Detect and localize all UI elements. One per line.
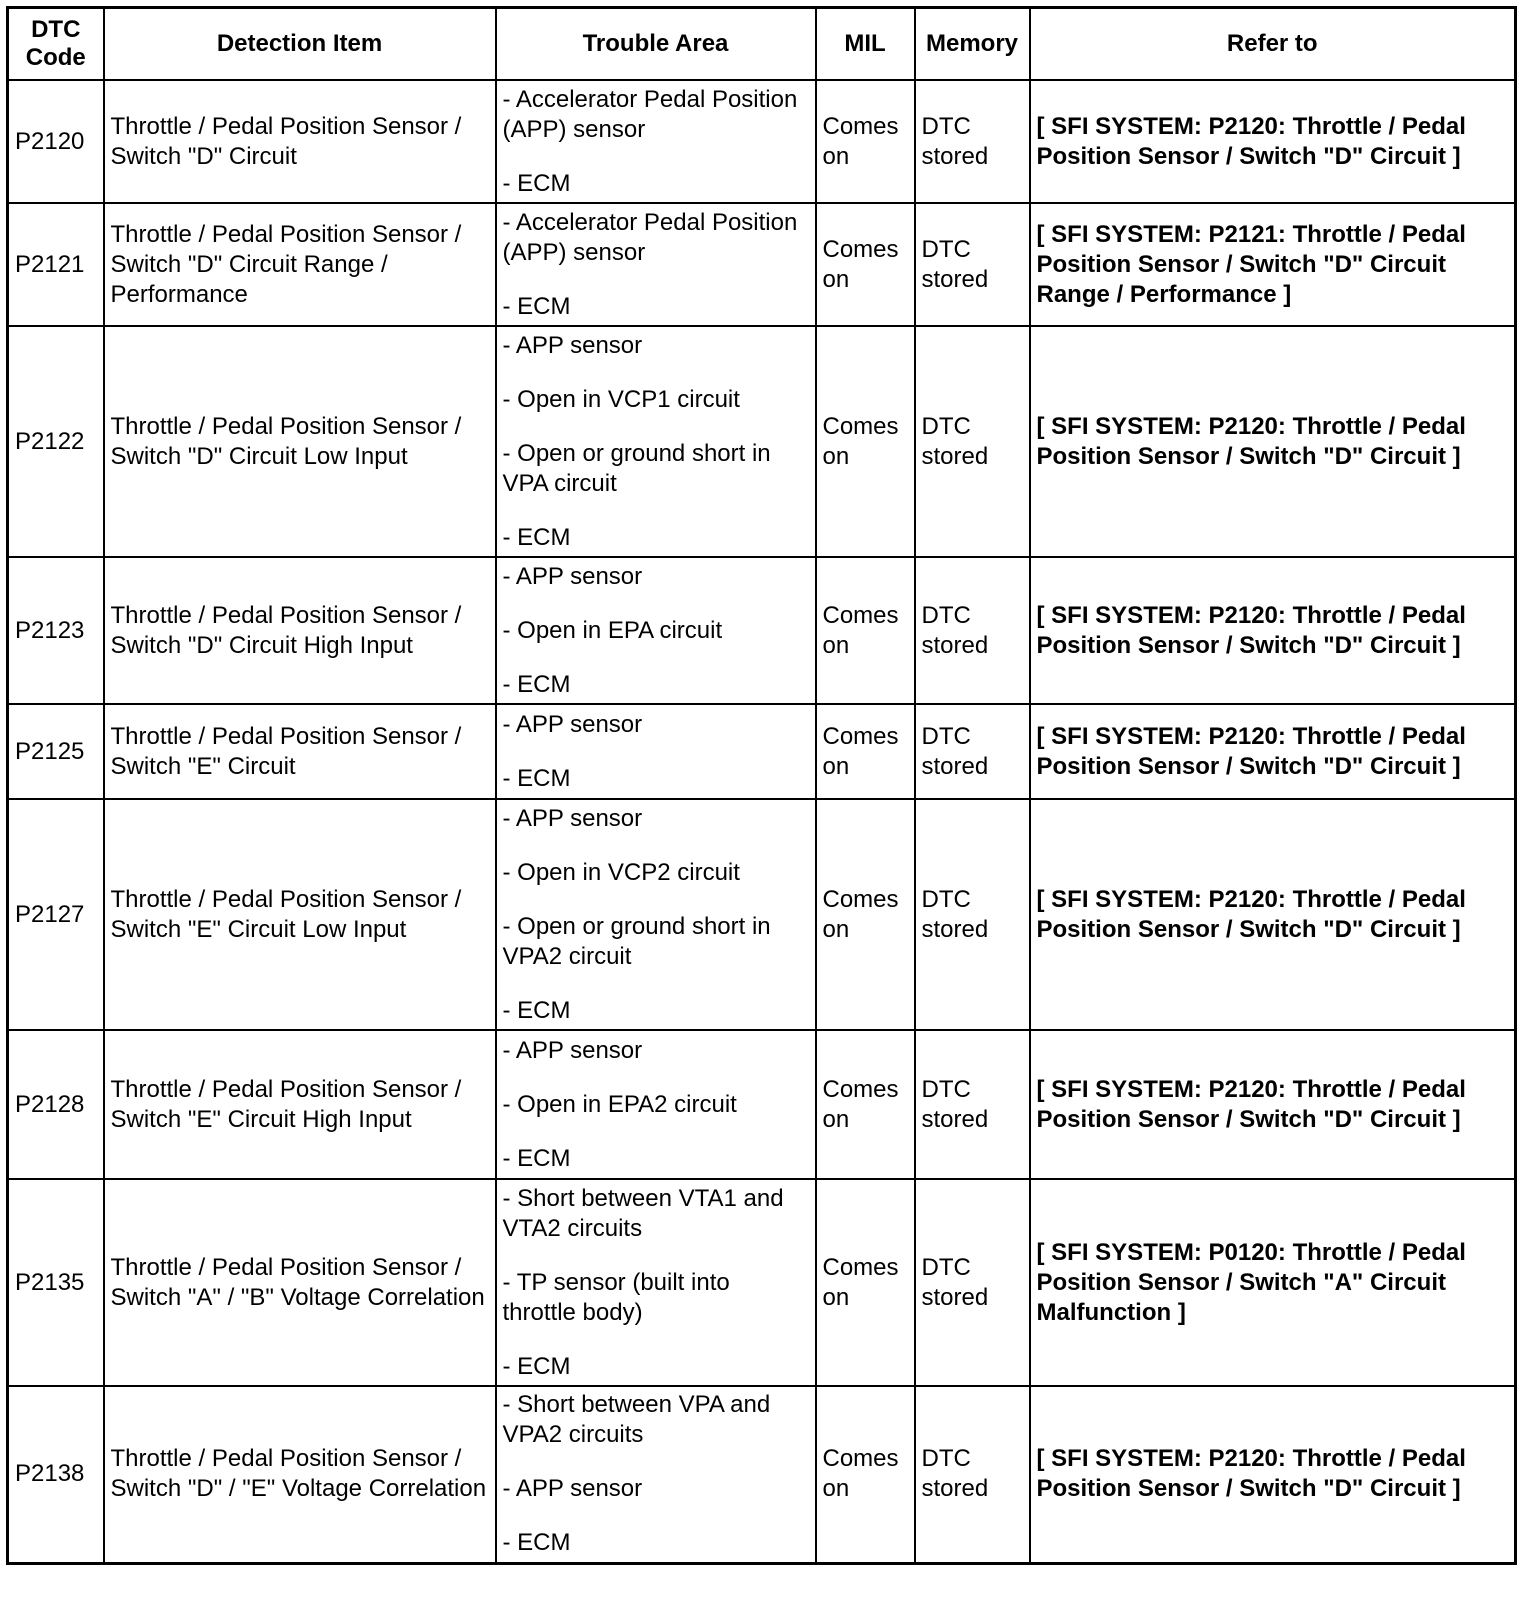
dtc-code-cell: P2135 [8,1179,104,1386]
memory-cell: DTC stored [915,203,1030,326]
trouble-area-cell [496,203,816,326]
refer-to-cell: [ SFI SYSTEM: P2120: Throttle / Pedal Position Sensor / Switch "D" Circuit ] [1030,704,1516,799]
dtc-code-cell: P2123 [8,557,104,704]
trouble-area-line: - APP sensor [502,804,643,832]
trouble-area-line: - ECM [502,1352,571,1380]
mil-cell: Comes on [816,326,915,557]
header-refer-to: Refer to [1030,8,1516,81]
trouble-area-cell [496,1386,816,1563]
refer-to-cell: [ SFI SYSTEM: P2120: Throttle / Pedal Position Sensor / Switch "D" Circuit ] [1030,799,1516,1030]
trouble-area-line: - Short between VTA1 and VTA2 circuits [502,1184,784,1242]
mil-cell: Comes on [816,203,915,326]
trouble-area-line: - Open in EPA2 circuit [502,1090,737,1118]
dtc-code-cell: P2128 [8,1030,104,1179]
table-body [8,80,1516,1563]
table-row [8,557,1516,704]
dtc-code-cell: P2122 [8,326,104,557]
detection-item-cell: Throttle / Pedal Position Sensor / Switch "D" Circuit High Input [104,557,496,704]
memory-cell: DTC stored [915,799,1030,1030]
trouble-area-line: - APP sensor [502,331,643,359]
dtc-code-cell: P2121 [8,203,104,326]
table-row [8,1030,1516,1179]
refer-to-cell: [ SFI SYSTEM: P2120: Throttle / Pedal Position Sensor / Switch "D" Circuit ] [1030,1030,1516,1179]
trouble-area-line: - APP sensor [502,710,643,738]
dtc-code-cell: P2120 [8,80,104,203]
memory-cell: DTC stored [915,1386,1030,1563]
trouble-area-line: - ECM [502,523,571,551]
refer-to-cell: [ SFI SYSTEM: P2120: Throttle / Pedal Position Sensor / Switch "D" Circuit ] [1030,80,1516,203]
detection-item-cell: Throttle / Pedal Position Sensor / Switch "E" Circuit [104,704,496,799]
trouble-area-line: - TP sensor (built into throttle body) [502,1268,730,1326]
trouble-area-cell [496,1179,816,1386]
trouble-area-cell [496,557,816,704]
dtc-code-cell: P2138 [8,1386,104,1563]
mil-cell: Comes on [816,704,915,799]
refer-to-cell: [ SFI SYSTEM: P2120: Throttle / Pedal Position Sensor / Switch "D" Circuit ] [1030,1386,1516,1563]
dtc-table [6,6,1517,1565]
header-memory: Memory [915,8,1030,81]
trouble-area-line: - Open or ground short in VPA circuit [502,439,771,497]
detection-item-cell: Throttle / Pedal Position Sensor / Switch "D" / "E" Voltage Correlation [104,1386,496,1563]
header-code: DTC Code [8,8,104,81]
trouble-area-line: - ECM [502,292,571,320]
memory-cell: DTC stored [915,1030,1030,1179]
trouble-area-line: - APP sensor [502,1475,643,1503]
mil-cell: Comes on [816,80,915,203]
table-row [8,80,1516,203]
header-detection-item: Detection Item [104,8,496,81]
trouble-area-line: - Open in VCP2 circuit [502,858,740,886]
memory-cell: DTC stored [915,1179,1030,1386]
memory-cell: DTC stored [915,80,1030,203]
refer-to-cell: [ SFI SYSTEM: P2121: Throttle / Pedal Position Sensor / Switch "D" Circuit Range / Performance ] [1030,203,1516,326]
trouble-area-line: - ECM [502,1144,571,1172]
trouble-area-line: - ECM [502,996,571,1024]
memory-cell: DTC stored [915,557,1030,704]
trouble-area-cell [496,704,816,799]
table-row [8,1179,1516,1386]
trouble-area-line: - APP sensor [502,1036,643,1064]
table-row [8,704,1516,799]
dtc-code-cell: P2127 [8,799,104,1030]
refer-to-cell: [ SFI SYSTEM: P2120: Throttle / Pedal Position Sensor / Switch "D" Circuit ] [1030,557,1516,704]
trouble-area-cell [496,80,816,203]
trouble-area-line: - Short between VPA and VPA2 circuits [502,1391,771,1449]
trouble-area-line: - Accelerator Pedal Position (APP) sensor [502,208,798,266]
dtc-code-cell: P2125 [8,704,104,799]
detection-item-cell: Throttle / Pedal Position Sensor / Switch "D" Circuit Low Input [104,326,496,557]
mil-cell: Comes on [816,799,915,1030]
memory-cell: DTC stored [915,704,1030,799]
detection-item-cell: Throttle / Pedal Position Sensor / Switch "E" Circuit Low Input [104,799,496,1030]
table-row [8,799,1516,1030]
trouble-area-line: - Open in EPA circuit [502,616,723,644]
memory-cell: DTC stored [915,326,1030,557]
mil-cell: Comes on [816,1386,915,1563]
header-mil: MIL [816,8,915,81]
header-row [8,8,1516,81]
refer-to-cell: [ SFI SYSTEM: P0120: Throttle / Pedal Position Sensor / Switch "A" Circuit Malfunction ] [1030,1179,1516,1386]
trouble-area-line: - ECM [502,670,571,698]
trouble-area-line: - ECM [502,169,571,197]
trouble-area-line: - ECM [502,764,571,792]
table-row [8,203,1516,326]
mil-cell: Comes on [816,557,915,704]
trouble-area-cell [496,326,816,557]
detection-item-cell: Throttle / Pedal Position Sensor / Switch "A" / "B" Voltage Correlation [104,1179,496,1386]
trouble-area-line: - APP sensor [502,562,643,590]
trouble-area-cell [496,1030,816,1179]
trouble-area-line: - ECM [502,1529,571,1557]
header-trouble-area: Trouble Area [496,8,816,81]
trouble-area-line: - Accelerator Pedal Position (APP) sensor [502,85,798,143]
mil-cell: Comes on [816,1030,915,1179]
detection-item-cell: Throttle / Pedal Position Sensor / Switch "D" Circuit [104,80,496,203]
detection-item-cell: Throttle / Pedal Position Sensor / Switch "E" Circuit High Input [104,1030,496,1179]
mil-cell: Comes on [816,1179,915,1386]
trouble-area-cell [496,799,816,1030]
table-row [8,1386,1516,1563]
refer-to-cell: [ SFI SYSTEM: P2120: Throttle / Pedal Position Sensor / Switch "D" Circuit ] [1030,326,1516,557]
trouble-area-line: - Open in VCP1 circuit [502,385,740,413]
table-row [8,326,1516,557]
detection-item-cell: Throttle / Pedal Position Sensor / Switch "D" Circuit Range / Performance [104,203,496,326]
trouble-area-line: - Open or ground short in VPA2 circuit [502,912,771,970]
